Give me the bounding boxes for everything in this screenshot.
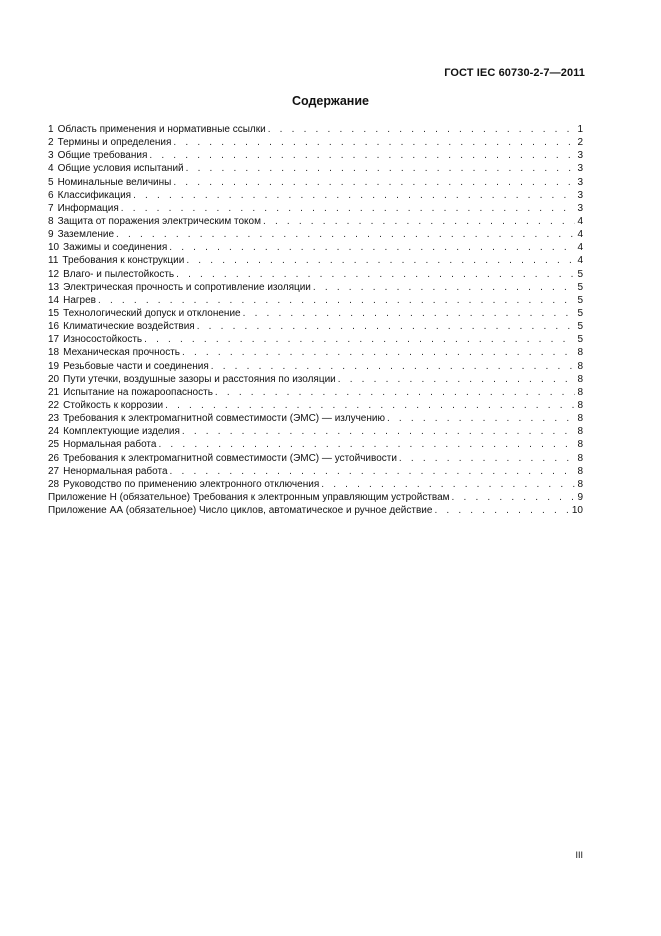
toc-entry-page: 9 (577, 491, 583, 503)
toc-entry-number: 28 (48, 478, 60, 490)
toc-leader-dots (186, 254, 575, 267)
toc-entry-page: 4 (577, 229, 583, 241)
toc-entry-appendix[interactable] (48, 491, 583, 504)
toc-entry[interactable] (48, 333, 583, 346)
toc-leader-dots (173, 176, 575, 189)
toc-entry-number: 13 (48, 281, 60, 293)
toc-entry-title: Резьбовые части и соединения (63, 360, 209, 372)
toc-leader-dots (452, 491, 576, 504)
toc-entry-page: 5 (577, 281, 583, 293)
toc-entry-title: Механическая прочность (63, 347, 180, 359)
toc-entry[interactable] (48, 465, 583, 478)
toc-entry-number: 25 (48, 439, 60, 451)
toc-entry-page: 8 (577, 360, 583, 372)
toc-leader-dots (169, 241, 575, 254)
toc-entry[interactable] (48, 438, 583, 451)
toc-entry-title: Нормальная работа (63, 439, 157, 451)
toc-entry[interactable] (48, 254, 583, 267)
toc-entry-page: 4 (577, 242, 583, 254)
toc-leader-dots (197, 320, 576, 333)
toc-leader-dots (186, 162, 576, 175)
toc-entry[interactable] (48, 123, 583, 136)
toc-entry-number: 2 (48, 137, 54, 149)
toc-entry-page: 1 (577, 124, 583, 135)
toc-entry-title: Влаго- и пылестойкость (63, 268, 175, 280)
toc-entry[interactable] (48, 412, 583, 425)
toc-entry[interactable] (48, 228, 583, 241)
toc-entry[interactable] (48, 215, 583, 228)
toc-entry-page: 2 (577, 137, 583, 149)
toc-entry-title: Классификация (57, 189, 132, 201)
toc-entry-number: 4 (48, 163, 54, 175)
toc-entry-title: Руководство по применению электронного отключения (63, 478, 320, 490)
toc-entry[interactable] (48, 360, 583, 373)
toc-entry[interactable] (48, 307, 583, 320)
toc-entry-number: 27 (48, 465, 60, 477)
toc-entry-title: Требования к электромагнитной совместимости (ЭМС) — устойчивости (63, 452, 397, 464)
toc-entry[interactable] (48, 399, 583, 412)
toc-entry-title: Заземление (57, 229, 115, 241)
toc-entry[interactable] (48, 294, 583, 307)
toc-entry-number: 9 (48, 229, 54, 241)
toc-entry-title: Общие требования (57, 150, 148, 162)
toc-entry-number: 11 (48, 255, 59, 267)
toc-entry[interactable] (48, 136, 583, 149)
toc-entry-page: 8 (577, 399, 583, 411)
toc-leader-dots (338, 373, 576, 386)
toc-leader-dots (182, 346, 575, 359)
toc-entry[interactable] (48, 281, 583, 294)
toc-entry-title: Электрическая прочность и сопротивление изоляции (63, 281, 311, 293)
toc-leader-dots (98, 294, 575, 307)
toc-entry-number: 7 (48, 202, 54, 214)
toc-entry-title: Зажимы и соединения (63, 242, 168, 254)
toc-entry-title: Испытание на пожароопасность (63, 386, 213, 398)
toc-entry-number: Приложение (48, 491, 107, 503)
toc-entry[interactable] (48, 452, 583, 465)
toc-entry-page: 5 (577, 321, 583, 333)
toc-entry-page: 10 (571, 505, 583, 517)
table-of-contents (48, 123, 583, 517)
toc-entry[interactable] (48, 162, 583, 175)
toc-entry-number: 17 (48, 334, 60, 346)
toc-entry-title: Н (обязательное) Требования к электронным управляющим устройствам (109, 491, 450, 503)
toc-leader-dots (399, 452, 576, 465)
toc-entry[interactable] (48, 425, 583, 438)
toc-entry-page: 5 (577, 268, 583, 280)
toc-entry-number: 21 (48, 386, 60, 398)
toc-entry-number: 12 (48, 268, 60, 280)
toc-entry-title: Пути утечки, воздушные зазоры и расстояния по изоляции (63, 373, 336, 385)
toc-title: Содержание (291, 94, 369, 108)
toc-entry-appendix[interactable] (48, 504, 583, 517)
toc-entry-title: Стойкость к коррозии (63, 399, 164, 411)
toc-entry-number: Приложение (48, 505, 107, 517)
toc-entry-page: 3 (577, 189, 583, 201)
toc-entry-number: 24 (48, 426, 60, 438)
toc-entry-title: Требования к конструкции (62, 255, 185, 267)
toc-entry-title: Термины и определения (57, 137, 172, 149)
toc-entry-number: 3 (48, 150, 54, 162)
toc-leader-dots (313, 281, 576, 294)
toc-entry-page: 3 (577, 202, 583, 214)
toc-leader-dots (263, 215, 575, 228)
toc-entry-page: 8 (577, 373, 583, 385)
toc-leader-dots (170, 465, 576, 478)
toc-entry-title: Ненормальная работа (63, 465, 168, 477)
toc-leader-dots (158, 438, 575, 451)
toc-entry[interactable] (48, 202, 583, 215)
toc-entry-title: Комплектующие изделия (63, 426, 180, 438)
toc-leader-dots (387, 412, 575, 425)
toc-entry-page: 5 (577, 307, 583, 319)
toc-entry-page: 3 (577, 176, 583, 188)
toc-entry-page: 4 (577, 215, 583, 227)
toc-entry-page: 8 (577, 452, 583, 464)
toc-entry-number: 19 (48, 360, 60, 372)
toc-entry-title: Технологический допуск и отклонение (63, 307, 241, 319)
toc-leader-dots (173, 136, 575, 149)
toc-entry-number: 5 (48, 176, 54, 188)
toc-leader-dots (176, 268, 575, 281)
toc-entry-number: 10 (48, 242, 60, 254)
toc-leader-dots (268, 123, 576, 136)
toc-entry[interactable] (48, 346, 583, 359)
toc-entry-number: 16 (48, 321, 60, 333)
toc-leader-dots (182, 425, 576, 438)
toc-entry-page: 8 (577, 413, 583, 425)
toc-entry-page: 5 (577, 294, 583, 306)
toc-leader-dots (434, 504, 569, 517)
toc-entry-number: 20 (48, 373, 60, 385)
toc-entry-title: Область применения и нормативные ссылки (57, 124, 266, 135)
toc-entry-title: Износостойкость (63, 334, 143, 346)
toc-leader-dots (144, 333, 575, 346)
toc-leader-dots (133, 189, 575, 202)
toc-entry[interactable] (48, 320, 583, 333)
toc-entry-page: 8 (577, 426, 583, 438)
toc-entry-number: 8 (48, 215, 54, 227)
toc-entry-title: Требования к электромагнитной совместимости (ЭМС) — излучению (63, 413, 385, 425)
toc-entry[interactable] (48, 189, 583, 202)
toc-entry-number: 18 (48, 347, 60, 359)
toc-entry-number: 6 (48, 189, 54, 201)
toc-entry-title: Общие условия испытаний (57, 163, 184, 175)
toc-leader-dots (243, 307, 576, 320)
page-number: III (575, 850, 583, 860)
toc-entry-title: Номинальные величины (57, 176, 172, 188)
toc-entry[interactable] (48, 478, 583, 491)
toc-entry-number: 26 (48, 452, 60, 464)
toc-leader-dots (116, 228, 575, 241)
toc-leader-dots (215, 386, 576, 399)
toc-entry-page: 8 (577, 439, 583, 451)
toc-entry-page: 8 (577, 347, 583, 359)
toc-entry[interactable] (48, 373, 583, 386)
toc-entry-title: Климатические воздействия (63, 321, 195, 333)
toc-entry-page: 4 (577, 255, 583, 267)
toc-entry[interactable] (48, 176, 583, 189)
toc-entry-title: Информация (57, 202, 119, 214)
toc-entry-page: 5 (577, 334, 583, 346)
toc-entry-number: 15 (48, 307, 60, 319)
toc-entry[interactable] (48, 386, 583, 399)
toc-leader-dots (165, 399, 575, 412)
toc-leader-dots (121, 202, 576, 215)
toc-entry-title: Нагрев (63, 294, 96, 306)
toc-leader-dots (149, 149, 575, 162)
toc-entry[interactable] (48, 149, 583, 162)
toc-entry-title: АА (обязательное) Число циклов, автоматическое и ручное действие (109, 505, 433, 517)
toc-entry-page: 3 (577, 150, 583, 162)
toc-entry-page: 8 (577, 478, 583, 490)
toc-leader-dots (321, 478, 575, 491)
toc-entry-page: 8 (577, 465, 583, 477)
toc-entry[interactable] (48, 268, 583, 281)
toc-entry[interactable] (48, 241, 583, 254)
toc-leader-dots (211, 360, 576, 373)
toc-entry-number: 14 (48, 294, 60, 306)
toc-entry-number: 22 (48, 399, 60, 411)
document-code: ГОСТ IEC 60730-2-7—2011 (444, 67, 585, 79)
toc-entry-number: 1 (48, 124, 54, 135)
toc-entry-page: 8 (577, 386, 583, 398)
toc-entry-page: 3 (577, 163, 583, 175)
toc-entry-number: 23 (48, 413, 60, 425)
toc-entry-title: Защита от поражения электрическим током (57, 215, 261, 227)
